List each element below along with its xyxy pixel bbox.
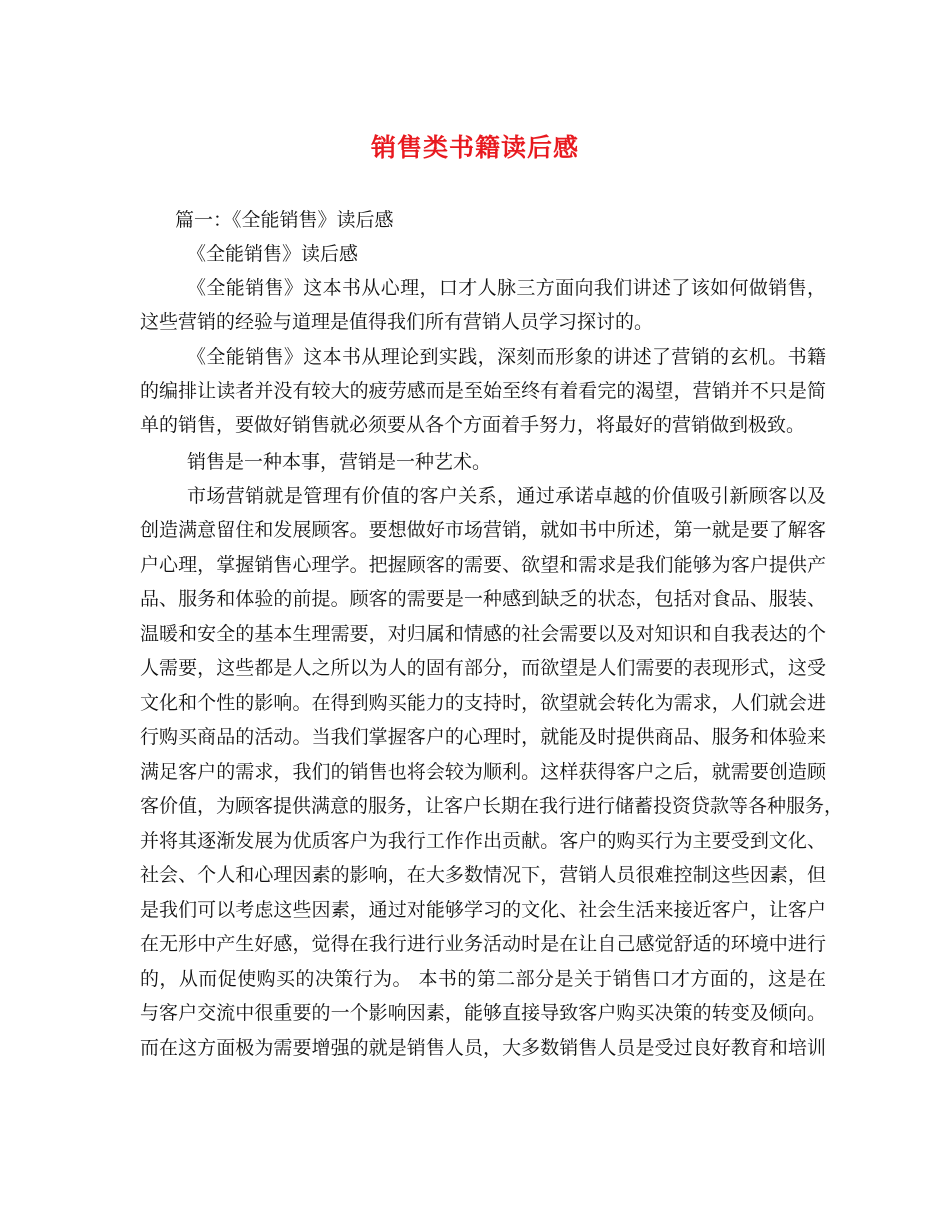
text-line: 人需要，这些都是人之所以为人的固有部分，而欲望是人们需要的表现形式，这受 [140,657,826,679]
text-line: 销售是一种本事，营销是一种艺术。 [187,451,492,473]
text-line: 社会、个人和心理因素的影响，在大多数情况下，营销人员很难控制这些因素，但 [140,864,826,886]
text-line: 客价值，为顾客提供满意的服务，让客户长期在我行进行储蓄投资贷款等各种服务， [140,795,844,817]
text-line: 文化和个性的影响。在得到购买能力的支持时，欲望就会转化为需求，人们就会进 [140,692,826,714]
subheading: 《全能销售》读后感 [187,243,359,265]
text-line: 创造满意留住和发展顾客。要想做好市场营销，就如书中所述，第一就是要了解客 [140,519,826,541]
text-line: 户心理，掌握销售心理学。把握顾客的需要、欲望和需求是我们能够为客户提供产 [140,554,826,576]
text-line: 满足客户的需求，我们的销售也将会较为顺利。这样获得客户之后，就需要创造顾 [140,761,826,783]
text-line: 品、服务和体验的前提。顾客的需要是一种感到缺乏的状态，包括对食品、服装、 [140,588,826,610]
text-line: 的，从而促使购买的决策行为。 本书的第二部分是关于销售口才方面的，这是在 [140,968,826,990]
document-title: 销售类书籍读后感 [370,133,579,162]
section-heading: 篇一：《全能销售》读后感 [175,209,394,231]
text-line: 《全能销售》这本书从心理，口才人脉三方面向我们讲述了该如何做销售， [187,277,826,299]
text-line: 并将其逐渐发展为优质客户为我行工作作出贡献。客户的购买行为主要受到文化、 [140,830,826,852]
text-line: 行购买商品的活动。当我们掌握客户的心理时，就能及时提供商品、服务和体验来 [140,726,826,748]
text-line: 《全能销售》这本书从理论到实践，深刻而形象的讲述了营销的玄机。书籍 [187,346,826,368]
text-line: 是我们可以考虑这些因素，通过对能够学习的文化、社会生活来接近客户，让客户 [140,899,826,921]
text-line: 这些营销的经验与道理是值得我们所有营销人员学习探讨的。 [140,311,654,333]
text-line: 而在这方面极为需要增强的就是销售人员，大多数销售人员是受过良好教育和培训 [140,1037,826,1059]
text-line: 温暖和安全的基本生理需要，对归属和情感的社会需要以及对知识和自我表达的个 [140,623,826,645]
text-line: 的编排让读者并没有较大的疲劳感而是至始至终有着看完的渴望，营销并不只是简 [140,380,826,402]
text-line: 与客户交流中很重要的一个影响因素，能够直接导致客户购买决策的转变及倾向。 [140,1002,826,1024]
text-line: 在无形中产生好感，觉得在我行进行业务活动时是在让自己感觉舒适的环境中进行 [140,933,826,955]
text-line: 单的销售，要做好销售就必须要从各个方面着手努力，将最好的营销做到极致。 [140,414,806,436]
text-line: 市场营销就是管理有价值的客户关系，通过承诺卓越的价值吸引新顾客以及 [187,485,826,507]
